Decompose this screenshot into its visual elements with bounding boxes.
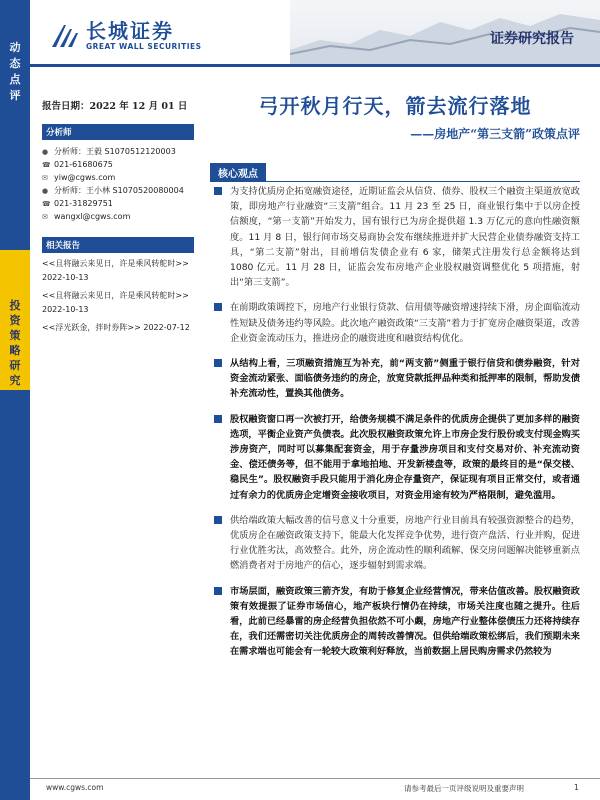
analyst-line: [42, 184, 194, 197]
related-report-date: 2022-07-12: [143, 323, 190, 332]
analyst-line: [42, 197, 194, 210]
analyst-line: [42, 158, 194, 171]
analyst-phone: 021-31829751: [54, 199, 113, 208]
report-date: 报告日期：2022 年 12 月 01 日: [42, 101, 188, 112]
analyst-name: 分析师：王毅 S1070512120003: [54, 147, 176, 156]
category-char: 态: [9, 57, 21, 70]
category-char: 评: [9, 89, 21, 102]
phone-icon: ☎: [42, 199, 51, 208]
footer-website-link[interactable]: www.cgws.com: [46, 783, 104, 792]
footer-disclaimer-note: 请参考最后一页评级说明及重要声明: [404, 784, 524, 793]
body-paragraph: [214, 513, 580, 574]
category-char: 究: [9, 374, 21, 387]
logo-mark-icon: [50, 21, 80, 51]
person-icon: ●: [42, 147, 49, 156]
analyst-phone: 021-61680675: [54, 160, 113, 169]
paragraph-text: 在前期政策调控下，房地产行业银行贷款、信用债等融资增速持续下滑，房企面临流动性短缺及债务违约等风险。此次地产融资政策“三支箭”着力于扩宽房企融资渠道，改善企业资金流动压力，推进房企的融资进度和融资结构优化。: [230, 302, 580, 344]
header-divider: [30, 64, 600, 67]
analyst-line: [42, 171, 194, 184]
square-bullet-icon: [214, 303, 222, 311]
report-type-label: 证券研究报告: [490, 31, 574, 47]
square-bullet-icon: [214, 359, 222, 367]
analyst-line: [42, 145, 194, 158]
square-bullet-icon: [214, 516, 222, 524]
core-view-section: [210, 162, 580, 182]
category-char: 研: [9, 359, 21, 372]
paragraph-text: 从结构上看，三项融资措施互为补充，前“两支箭”侧重于银行信贷和债券融资，针对资金流动紧张、面临债务违约的房企，放宽贷款抵押品种类和抵押率的限制，帮助发债补充流动性，置换其他债务。: [230, 358, 580, 400]
category-char: 点: [9, 73, 21, 86]
square-bullet-icon: [214, 415, 222, 423]
email-icon: ✉: [42, 173, 48, 182]
analyst-email[interactable]: wangxl@cgws.com: [54, 212, 131, 221]
related-report-title[interactable]: [42, 322, 194, 334]
analyst-name: 分析师：王小林 S1070520080004: [54, 186, 184, 195]
category-char: 策: [9, 329, 21, 342]
category-char: 资: [9, 314, 21, 327]
related-report-date: 2022-10-13: [42, 273, 89, 282]
category-tag-strategy-research: [0, 250, 30, 390]
paragraph-text: 市场层面，融资政策三箭齐发，有助于修复企业经营情况，带来估值改善。股权融资政策有效提振了证券市场信心，地产板块行情仍在持续，市场关注度也随之提升。往后看，此前已经暴雷的房企经营负担依然不可小觑，房地产行业整体偿债压力还将持续存在，我们还需密切关注优质房企的周转改善情况。但供给端政策松绑后，我们预期未来在需求端也可能会有一轮较大政策利好释放，当前数据上居民购房需求仍然较为: [230, 585, 580, 658]
logo-chinese-name: 长城证券: [86, 19, 174, 43]
footer-divider: [30, 778, 600, 779]
category-tag-dynamic-review: [0, 40, 30, 104]
report-title-block: [210, 90, 580, 142]
related-report-title[interactable]: <<且将融云来见日，许是乘风转舵时>>: [42, 291, 189, 300]
related-report-title-text: <<浮光跃金，拌时券阵>>: [42, 323, 141, 332]
category-char: 动: [9, 41, 21, 54]
related-reports-heading: 相关报告: [42, 237, 194, 253]
square-bullet-icon: [214, 187, 222, 195]
analyst-email[interactable]: yiw@cgws.com: [54, 173, 116, 182]
report-subtitle: ——房地产“第三支箭”政策点评: [410, 127, 580, 141]
body-paragraph: [214, 584, 580, 660]
report-header: [30, 0, 600, 80]
logo-english-name: GREAT WALL SECURITIES: [86, 42, 202, 51]
phone-icon: ☎: [42, 160, 51, 169]
core-view-heading: 核心观点: [210, 163, 266, 182]
square-bullet-icon: [214, 587, 222, 595]
analyst-line: [42, 210, 194, 223]
core-view-body: [214, 184, 580, 670]
body-paragraph: [214, 412, 580, 503]
page-number: 1: [574, 783, 579, 792]
paragraph-text: 股权融资窗口再一次被打开，给债务规模不满足条件的优质房企提供了更加多样的融资选项，平衡企业资产负债表。此次股权融资政策允许上市房企发行股份或支付现金购买涉房资产，同时可以募集配套资金，用于存量涉房项目和支付交易对价、补充流动资金、偿还债务等，但不能用于拿地拍地、开发新楼盘等，政策的最终目的是“保交楼、稳民生”。股权融资手段只能用于消化房企存量资产，保证现有项目正常交付，或者通过有余力的优质房企定增资金接收项目，对资金用途有较为严格限制，避免滥用。: [230, 413, 580, 501]
body-paragraph: [214, 356, 580, 402]
body-paragraph: [214, 184, 580, 290]
related-report-date: 2022-10-13: [42, 305, 89, 314]
analyst-section-heading: 分析师: [42, 124, 194, 140]
category-char: 略: [9, 344, 21, 357]
company-logo: [50, 20, 202, 51]
email-icon: ✉: [42, 212, 48, 221]
paragraph-text: 为支持优质房企拓宽融资途径，近期证监会从信贷、债券、股权三个融资主渠道放宽政策，即房地产行业融资“三支箭”组合。11 月 23 至 25 日，商业银行集中于以房企授信额度，“第一支箭”开始发力，国有银行已为房企提供超 1.3 万亿元的意向性融资额度。11 月 8 日，银行间市场交易商协会发布继续推进并扩大民营企业债券融资支持工具，“第二支箭”射出，目前增信发债企业有 6 家，储架式注册发行总金额将达到 1080 亿元。11 月 28 日，证监会发布房地产企业股权融资调整优化 5 项措施，射出“第三支箭”。: [230, 186, 580, 289]
info-sidebar: [42, 98, 194, 336]
related-report-title[interactable]: <<且将融云来见日，许是乘风转舵时>>: [42, 259, 189, 268]
body-paragraph: [214, 300, 580, 346]
person-icon: ●: [42, 186, 49, 195]
left-category-bar: [0, 0, 30, 800]
category-char: 投: [9, 299, 21, 312]
paragraph-text: 供给端政策大幅改善的信号意义十分重要，房地产行业目前具有较强资源整合的趋势，优质房企在融资政策支持下，能最大化发挥竞争优势，进行资产盘活、行业并购，促进行业优胜劣汰，高效整合。此外，房企流动性的顺利疏解、保交房问题解决能够重新点燃消费者对于房地产的信心，逐步辐射到需求端。: [230, 514, 580, 572]
report-title: 弓开秋月行天，箭去流行落地: [258, 94, 532, 118]
